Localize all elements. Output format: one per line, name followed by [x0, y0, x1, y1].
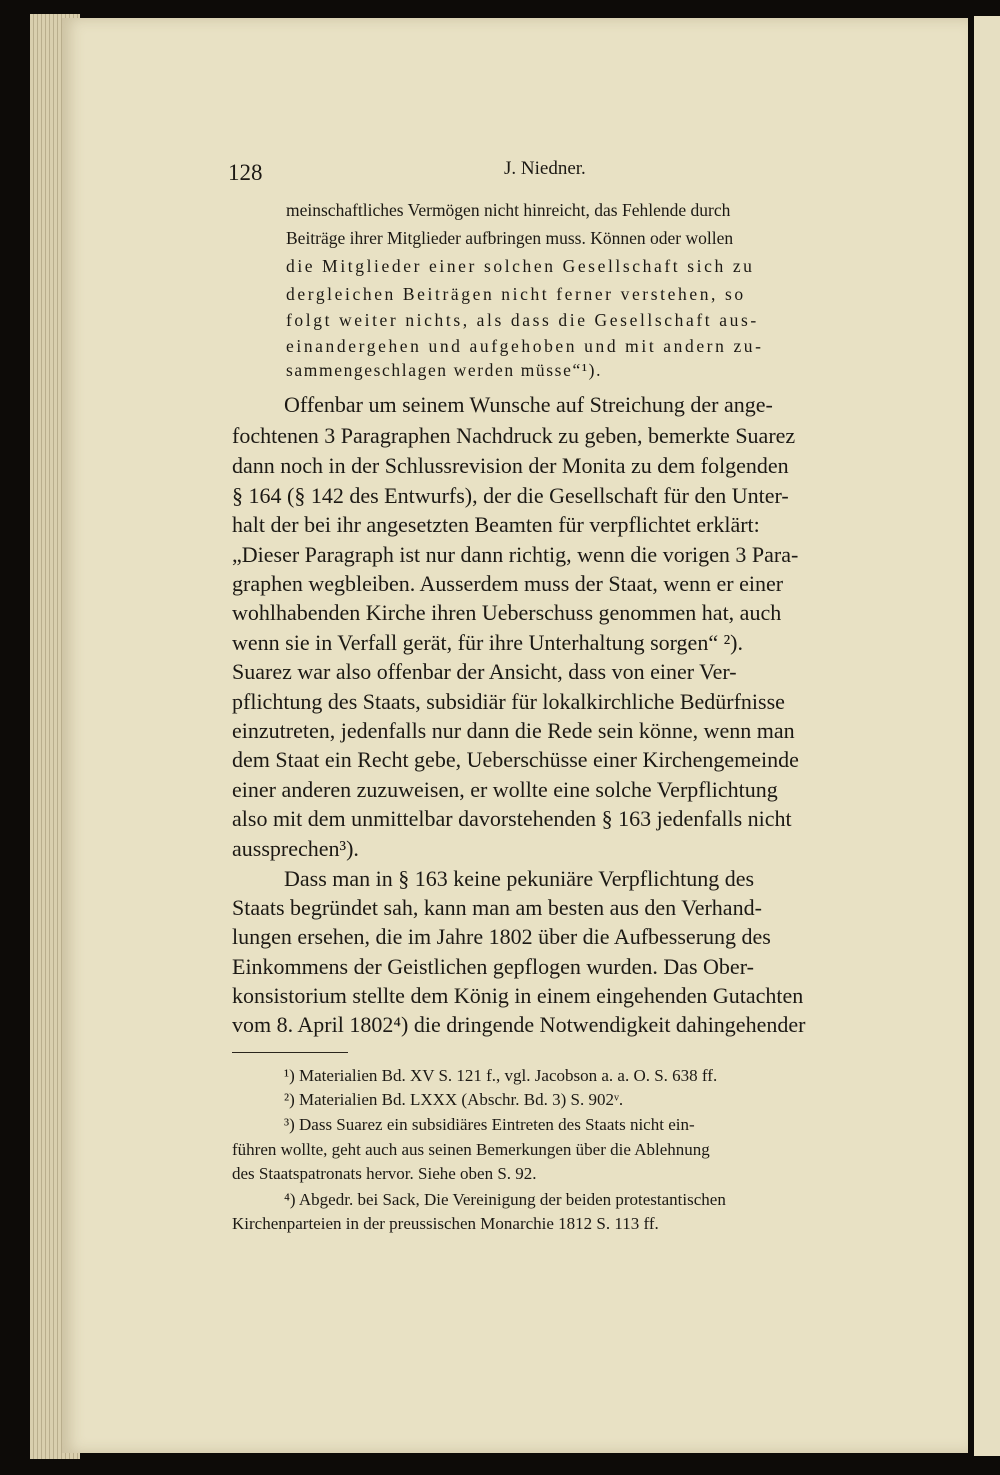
body-line: dem Staat ein Recht gebe, Ueberschüsse einer Kirchengemeinde [232, 747, 799, 772]
quote-line: einandergehen und aufgehoben und mit andern zu- [286, 336, 764, 356]
facing-page-edge [974, 16, 1000, 1456]
quote-line: folgt weiter nichts, als dass die Gesellschaft aus- [286, 310, 759, 330]
body-line: Offenbar um seinem Wunsche auf Streichung der ange- [284, 392, 773, 417]
body-line: einer anderen zuzuweisen, er wollte eine solche Verpflichtung [232, 777, 778, 802]
body-line: vom 8. April 1802⁴) die dringende Notwendigkeit dahingehender [232, 1012, 806, 1037]
footnote-rule [232, 1052, 348, 1053]
quote-line: Beiträge ihrer Mitglieder aufbringen muss. Können oder wollen [286, 228, 734, 248]
body-line: fochtenen 3 Paragraphen Nachdruck zu geben, bemerkte Suarez [232, 423, 796, 448]
quote-line: meinschaftliches Vermögen nicht hinreicht, das Fehlende durch [286, 200, 731, 220]
body-line: „Dieser Paragraph ist nur dann richtig, wenn die vorigen 3 Para- [232, 542, 799, 567]
body-line: halt der bei ihr angesetzten Beamten für verpflichtet erklärt: [232, 512, 760, 537]
body-line: einzutreten, jedenfalls nur dann die Rede sein könne, wenn man [232, 718, 795, 743]
footnote-line: des Staatspatronats hervor. Siehe oben S. 92. [232, 1164, 537, 1183]
footnote-line: ⁴) Abgedr. bei Sack, Die Vereinigung der beiden protestantischen [284, 1190, 726, 1209]
running-head: J. Niedner. [504, 158, 586, 179]
quote-line: die Mitglieder einer solchen Gesellschaft sich zu [286, 256, 755, 276]
footnote-line: Kirchenparteien in der preussischen Monarchie 1812 S. 113 ff. [232, 1214, 659, 1233]
footnote-line: führen wollte, geht auch aus seinen Bemerkungen über die Ablehnung [232, 1140, 710, 1159]
footnote-line: ³) Dass Suarez ein subsidiäres Eintreten des Staats nicht ein- [284, 1115, 695, 1134]
quote-line: dergleichen Beiträgen nicht ferner verstehen, so [286, 284, 746, 304]
body-line: Staats begründet sah, kann man am besten aus den Verhand- [232, 895, 762, 920]
body-line: also mit dem unmittelbar davorstehenden § 163 jedenfalls nicht [232, 806, 792, 831]
body-line: Einkommens der Geistlichen gepflogen wurden. Das Ober- [232, 954, 754, 979]
body-line: aussprechen³). [232, 836, 359, 861]
footnote-line: ¹) Materialien Bd. XV S. 121 f., vgl. Jacobson a. a. O. S. 638 ff. [284, 1066, 718, 1085]
body-line: wenn sie in Verfall gerät, für ihre Unterhaltung sorgen“ ²). [232, 630, 744, 655]
footnote-line: ²) Materialien Bd. LXXX (Abschr. Bd. 3) S. 902ᵛ. [284, 1090, 624, 1109]
body-line: graphen wegbleiben. Ausserdem muss der Staat, wenn er einer [232, 571, 784, 596]
page-number: 128 [228, 160, 263, 185]
quote-line: sammengeschlagen werden müsse“¹). [286, 360, 603, 380]
body-line: Dass man in § 163 keine pekuniäre Verpflichtung des [284, 866, 755, 891]
body-line: wohlhabenden Kirche ihren Ueberschuss genommen hat, auch [232, 600, 782, 625]
body-line: dann noch in der Schlussrevision der Monita zu dem folgenden [232, 453, 789, 478]
body-line: pflichtung des Staats, subsidiär für lokalkirchliche Bedürfnisse [232, 689, 785, 714]
body-line: lungen ersehen, die im Jahre 1802 über die Aufbesserung des [232, 924, 771, 949]
body-line: § 164 (§ 142 des Entwurfs), der die Gesellschaft für den Unter- [232, 483, 789, 508]
body-line: Suarez war also offenbar der Ansicht, dass von einer Ver- [232, 659, 737, 684]
body-line: konsistorium stellte dem König in einem eingehenden Gutachten [232, 983, 804, 1008]
